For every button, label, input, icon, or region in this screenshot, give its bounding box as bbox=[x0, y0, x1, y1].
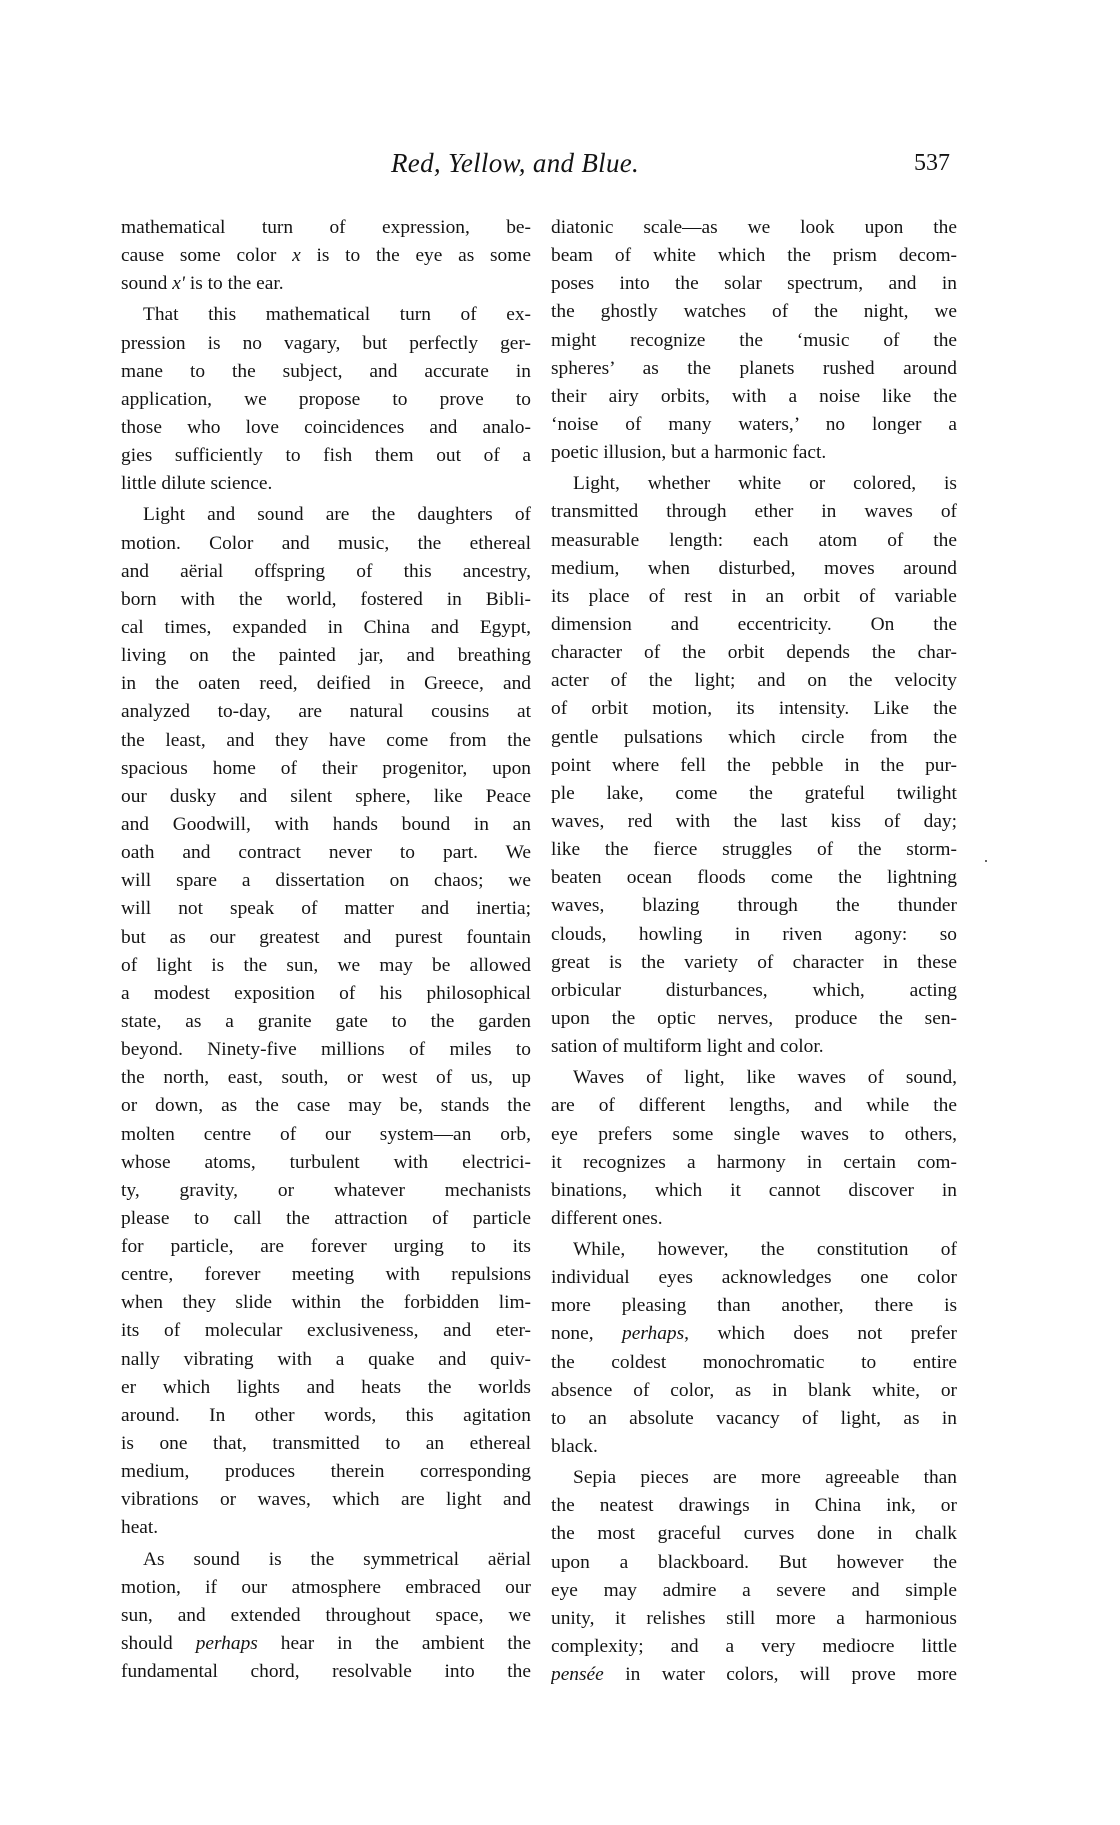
paragraph bbox=[551, 214, 957, 467]
text-line: waves, red with the last kiss of day; bbox=[551, 810, 957, 832]
text-line: state, as a granite gate to the garden bbox=[121, 1010, 531, 1032]
text-line: spheres’ as the planets rushed around bbox=[551, 357, 957, 379]
text-line: beam of white which the prism decom- bbox=[551, 245, 957, 267]
text-line: for particle, are forever urging to its bbox=[121, 1236, 531, 1258]
running-head bbox=[0, 148, 1120, 184]
text-line: the north, east, south, or west of us, up bbox=[121, 1067, 531, 1089]
text-line: er which lights and heats the worlds bbox=[121, 1376, 531, 1398]
text-line: character of the orbit depends the char- bbox=[551, 642, 957, 664]
text-line: nally vibrating with a quake and quiv- bbox=[121, 1348, 531, 1370]
text-line: great is the variety of character in these bbox=[551, 951, 957, 973]
text-line: the coldest monochromatic to entire bbox=[551, 1351, 957, 1373]
text-line: poetic illusion, but a harmonic fact. bbox=[551, 442, 827, 464]
text-line: beaten ocean floods come the lightning bbox=[551, 867, 957, 889]
text-line: medium, when disturbed, moves around bbox=[551, 557, 957, 579]
text-line: fundamental chord, resolvable into the bbox=[121, 1661, 531, 1683]
text-line: eye may admire a severe and simple bbox=[551, 1579, 957, 1601]
print-speck bbox=[985, 860, 987, 862]
text-line: clouds, howling in riven agony: so bbox=[551, 923, 957, 945]
text-line: whose atoms, turbulent with electrici- bbox=[121, 1151, 531, 1173]
page-number: 537 bbox=[914, 150, 950, 176]
text-line: ‘noise of many waters,’ no longer a bbox=[551, 413, 957, 435]
text-line: its of molecular exclusiveness, and eter- bbox=[121, 1320, 531, 1342]
text-line: vibrations or waves, which are light and bbox=[121, 1489, 531, 1511]
paragraph bbox=[551, 1064, 957, 1233]
text-line: eye prefers some single waves to others, bbox=[551, 1123, 957, 1145]
text-line: absence of color, as in blank white, or bbox=[551, 1379, 957, 1401]
text-line: ple lake, come the grateful twilight bbox=[551, 782, 957, 804]
text-line: those who love coincidences and analo- bbox=[121, 416, 531, 438]
text-line: little dilute science. bbox=[121, 473, 273, 495]
text-line: black. bbox=[551, 1436, 598, 1458]
text-line: and aërial offspring of this ancestry, bbox=[121, 560, 531, 582]
text-line: our dusky and silent sphere, like Peace bbox=[121, 785, 531, 807]
text-line: ty, gravity, or whatever mechanists bbox=[121, 1179, 531, 1201]
text-line: upon a blackboard. But however the bbox=[551, 1551, 957, 1573]
text-line: pensée in water colors, will prove more bbox=[551, 1664, 957, 1686]
text-line: motion, if our atmosphere embraced our bbox=[121, 1576, 531, 1598]
text-line: around. In other words, this agitation bbox=[121, 1404, 531, 1426]
text-line: is one that, transmitted to an ethereal bbox=[121, 1433, 531, 1455]
text-line: centre, forever meeting with repulsions bbox=[121, 1264, 531, 1286]
text-line: gies sufficiently to fish them out of a bbox=[121, 445, 531, 467]
text-line: motion. Color and music, the ethereal bbox=[121, 532, 531, 554]
text-line: diatonic scale—as we look upon the bbox=[551, 217, 957, 238]
text-line: born with the world, fostered in Bibli- bbox=[121, 588, 531, 610]
text-line: While, however, the constitution of bbox=[573, 1239, 957, 1261]
text-line: dimension and eccentricity. On the bbox=[551, 613, 957, 635]
left-column bbox=[121, 214, 531, 1689]
text-line: none, perhaps, which does not prefer bbox=[551, 1323, 957, 1345]
text-line: when they slide within the forbidden lim- bbox=[121, 1292, 531, 1314]
text-line: sun, and extended throughout space, we bbox=[121, 1604, 531, 1626]
text-line: binations, which it cannot discover in bbox=[551, 1179, 957, 1201]
text-line: oath and contract never to part. We bbox=[121, 842, 531, 864]
text-line: please to call the attraction of particle bbox=[121, 1207, 531, 1229]
text-line: orbicular disturbances, which, acting bbox=[551, 979, 957, 1001]
text-line: complexity; and a very mediocre little bbox=[551, 1636, 957, 1658]
text-line: upon the optic nerves, produce the sen- bbox=[551, 1007, 957, 1029]
running-title: Red, Yellow, and Blue. bbox=[391, 148, 640, 178]
text-line: Light and sound are the daughters of bbox=[143, 504, 531, 526]
text-line: mane to the subject, and accurate in bbox=[121, 360, 531, 382]
paragraph bbox=[121, 1546, 531, 1687]
text-line: molten centre of our system—an orb, bbox=[121, 1123, 531, 1145]
text-line: different ones. bbox=[551, 1207, 663, 1229]
paragraph bbox=[551, 1236, 957, 1461]
text-line: the most graceful curves done in chalk bbox=[551, 1523, 957, 1545]
text-line: living on the painted jar, and breathing bbox=[121, 645, 531, 667]
text-line: That this mathematical turn of ex- bbox=[143, 304, 531, 326]
paragraph bbox=[121, 501, 531, 1542]
text-line: As sound is the symmetrical aërial bbox=[143, 1548, 531, 1570]
text-line: spacious home of their progenitor, upon bbox=[121, 757, 531, 779]
text-line: it recognizes a harmony in certain com- bbox=[551, 1151, 957, 1173]
text-line: cause some color x is to the eye as some bbox=[121, 245, 531, 267]
text-line: individual eyes acknowledges one color bbox=[551, 1267, 957, 1289]
text-line: are of different lengths, and while the bbox=[551, 1095, 957, 1117]
paragraph bbox=[551, 1464, 957, 1689]
right-column bbox=[551, 214, 957, 1692]
text-line: Waves of light, like waves of sound, bbox=[573, 1067, 957, 1089]
text-line: medium, produces therein corresponding bbox=[121, 1461, 531, 1483]
italic-word: x' bbox=[172, 273, 185, 295]
text-line: a modest exposition of his philosophical bbox=[121, 982, 531, 1004]
text-line: and Goodwill, with hands bound in an bbox=[121, 813, 531, 835]
text-line: mathematical turn of expression, be- bbox=[121, 217, 531, 238]
text-line: application, we propose to prove to bbox=[121, 388, 531, 410]
italic-word: perhaps bbox=[195, 1633, 258, 1655]
text-line: the ghostly watches of the night, we bbox=[551, 301, 957, 323]
paragraph bbox=[121, 301, 531, 498]
text-line: measurable length: each atom of the bbox=[551, 529, 957, 551]
text-line: to an absolute vacancy of light, as in bbox=[551, 1407, 957, 1429]
text-line: heat. bbox=[121, 1517, 159, 1539]
text-line: in the oaten reed, deified in Greece, and bbox=[121, 673, 531, 695]
text-line: Sepia pieces are more agreeable than bbox=[573, 1467, 957, 1489]
italic-word: pensée bbox=[551, 1664, 604, 1686]
text-line: of light is the sun, we may be allowed bbox=[121, 954, 531, 976]
text-line: analyzed to-day, are natural cousins at bbox=[121, 701, 531, 723]
text-line: cal times, expanded in China and Egypt, bbox=[121, 616, 531, 638]
text-line: of orbit motion, its intensity. Like the bbox=[551, 698, 957, 720]
text-line: acter of the light; and on the velocity bbox=[551, 670, 957, 692]
text-line: unity, it relishes still more a harmonious bbox=[551, 1607, 957, 1629]
text-line: the neatest drawings in China ink, or bbox=[551, 1495, 957, 1517]
text-line: transmitted through ether in waves of bbox=[551, 501, 957, 523]
text-line: its place of rest in an orbit of variable bbox=[551, 585, 957, 607]
paragraph bbox=[551, 470, 957, 1061]
italic-word: x bbox=[292, 245, 301, 267]
text-line: the least, and they have come from the bbox=[121, 729, 531, 751]
text-line: pression is no vagary, but perfectly ger- bbox=[121, 332, 531, 354]
text-line: like the fierce struggles of the storm- bbox=[551, 839, 957, 861]
text-line: waves, blazing through the thunder bbox=[551, 895, 957, 917]
text-line: should perhaps hear in the ambient the bbox=[121, 1633, 531, 1655]
italic-word: perhaps bbox=[622, 1323, 685, 1345]
text-line: will spare a dissertation on chaos; we bbox=[121, 870, 531, 892]
text-line: sound x' is to the ear. bbox=[121, 273, 284, 295]
text-line: beyond. Ninety-five millions of miles to bbox=[121, 1039, 531, 1061]
text-line: their airy orbits, with a noise like the bbox=[551, 385, 957, 407]
text-line: gentle pulsations which circle from the bbox=[551, 726, 957, 748]
text-line: will not speak of matter and inertia; bbox=[121, 898, 531, 920]
text-line: Light, whether white or colored, is bbox=[573, 473, 957, 495]
text-line: but as our greatest and purest fountain bbox=[121, 926, 531, 948]
text-line: might recognize the ‘music of the bbox=[551, 329, 957, 351]
text-line: or down, as the case may be, stands the bbox=[121, 1095, 531, 1117]
text-line: poses into the solar spectrum, and in bbox=[551, 273, 957, 295]
text-line: more pleasing than another, there is bbox=[551, 1295, 957, 1317]
paragraph bbox=[121, 214, 531, 298]
text-line: point where fell the pebble in the pur- bbox=[551, 754, 957, 776]
text-line: sation of multiform light and color. bbox=[551, 1036, 824, 1058]
